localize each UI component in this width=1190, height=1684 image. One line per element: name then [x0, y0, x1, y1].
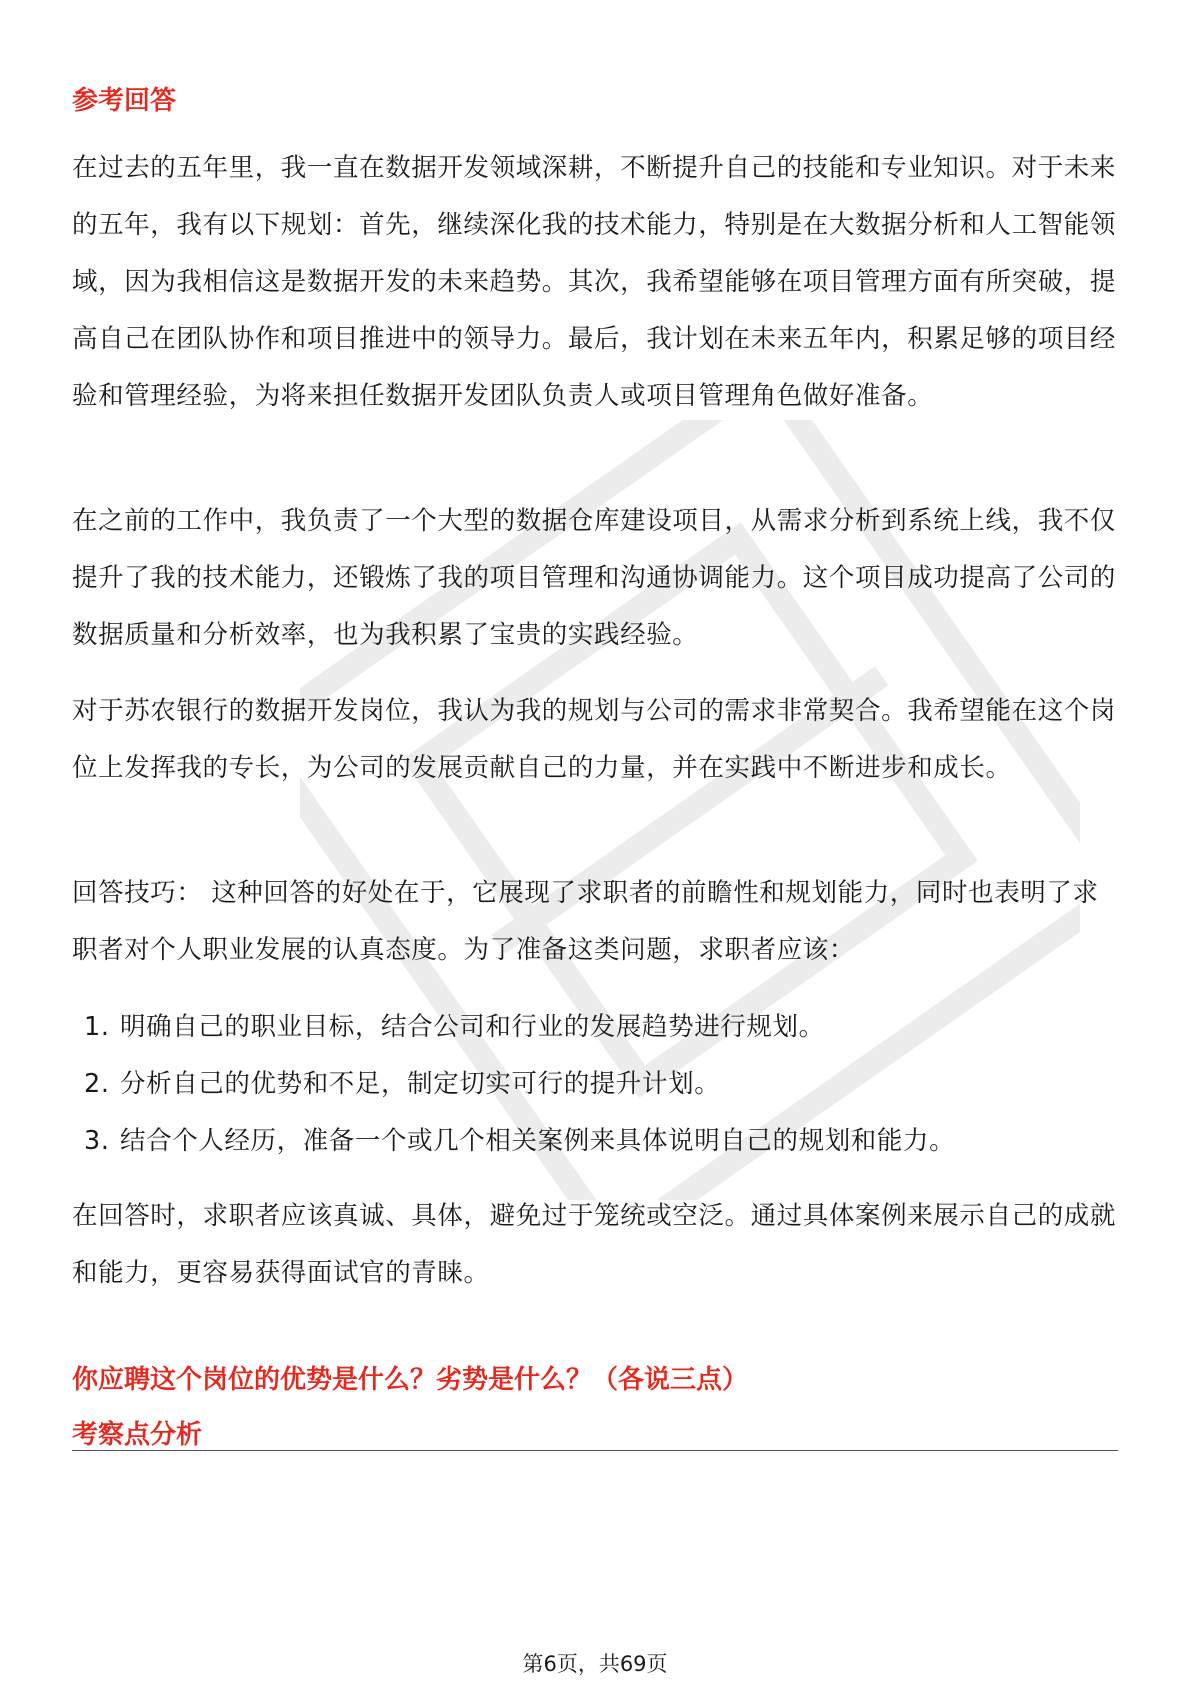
page-footer: 第6页，共69页	[522, 1652, 668, 1676]
answer-paragraph-3: 对于苏农银行的数据开发岗位，我认为我的规划与公司的需求非常契合。我希望能在这个岗位上发挥我的专长，为公司的发展贡献自己的力量，并在实践中不断进步和成长。	[72, 696, 1117, 783]
next-section-title: 考察点分析	[72, 1420, 203, 1450]
list-item	[72, 1056, 1118, 1113]
list-item	[72, 1113, 1118, 1170]
answer-paragraph-1: 在过去的五年里，我一直在数据开发领域深耕，不断提升自己的技能和专业知识。对于未来的五年，我有以下规划：首先，继续深化我的技术能力，特别是在大数据分析和人工智能领域，因为我相信这是数据开发的未来趋势。其次，我希望能够在项目管理方面有所突破，提高自己在团队协作和项目推进中的领导力。最后，我计划在未来五年内，积累足够的项目经验和管理经验，为将来担任数据开发团队负责人或项目管理角色做好准备。	[72, 153, 1117, 411]
list-item-number: 1.	[84, 1012, 110, 1042]
list-item-text: 明确自己的职业目标，结合公司和行业的发展趋势进行规划。	[120, 1012, 825, 1042]
tips-list	[72, 999, 1118, 1170]
list-item	[72, 999, 1118, 1056]
section-title: 参考回答	[72, 86, 177, 116]
tips-intro-paragraph: 回答技巧： 这种回答的好处在于，它展现了求职者的前瞻性和规划能力，同时也表明了求职者对个人职业发展的认真态度。为了准备这类问题，求职者应该：	[72, 878, 1099, 965]
list-item-text: 分析自己的优势和不足，制定切实可行的提升计划。	[120, 1069, 721, 1099]
answer-paragraph-2: 在之前的工作中，我负责了一个大型的数据仓库建设项目，从需求分析到系统上线，我不仅提升了我的技术能力，还锻炼了我的项目管理和沟通协调能力。这个项目成功提高了公司的数据质量和分析效率，也为我积累了宝贵的实践经验。	[72, 506, 1117, 650]
closing-paragraph: 在回答时，求职者应该真诚、具体，避免过于笼统或空泛。通过具体案例来展示自己的成就和能力，更容易获得面试官的青睐。	[72, 1201, 1117, 1288]
list-item-text: 结合个人经历，准备一个或几个相关案例来具体说明自己的规划和能力。	[120, 1126, 956, 1156]
list-item-number: 2.	[84, 1069, 110, 1099]
next-question-title: 你应聘这个岗位的优势是什么？劣势是什么？（各说三点）	[72, 1365, 749, 1395]
list-item-number: 3.	[84, 1126, 110, 1156]
section-divider	[72, 1450, 1118, 1451]
